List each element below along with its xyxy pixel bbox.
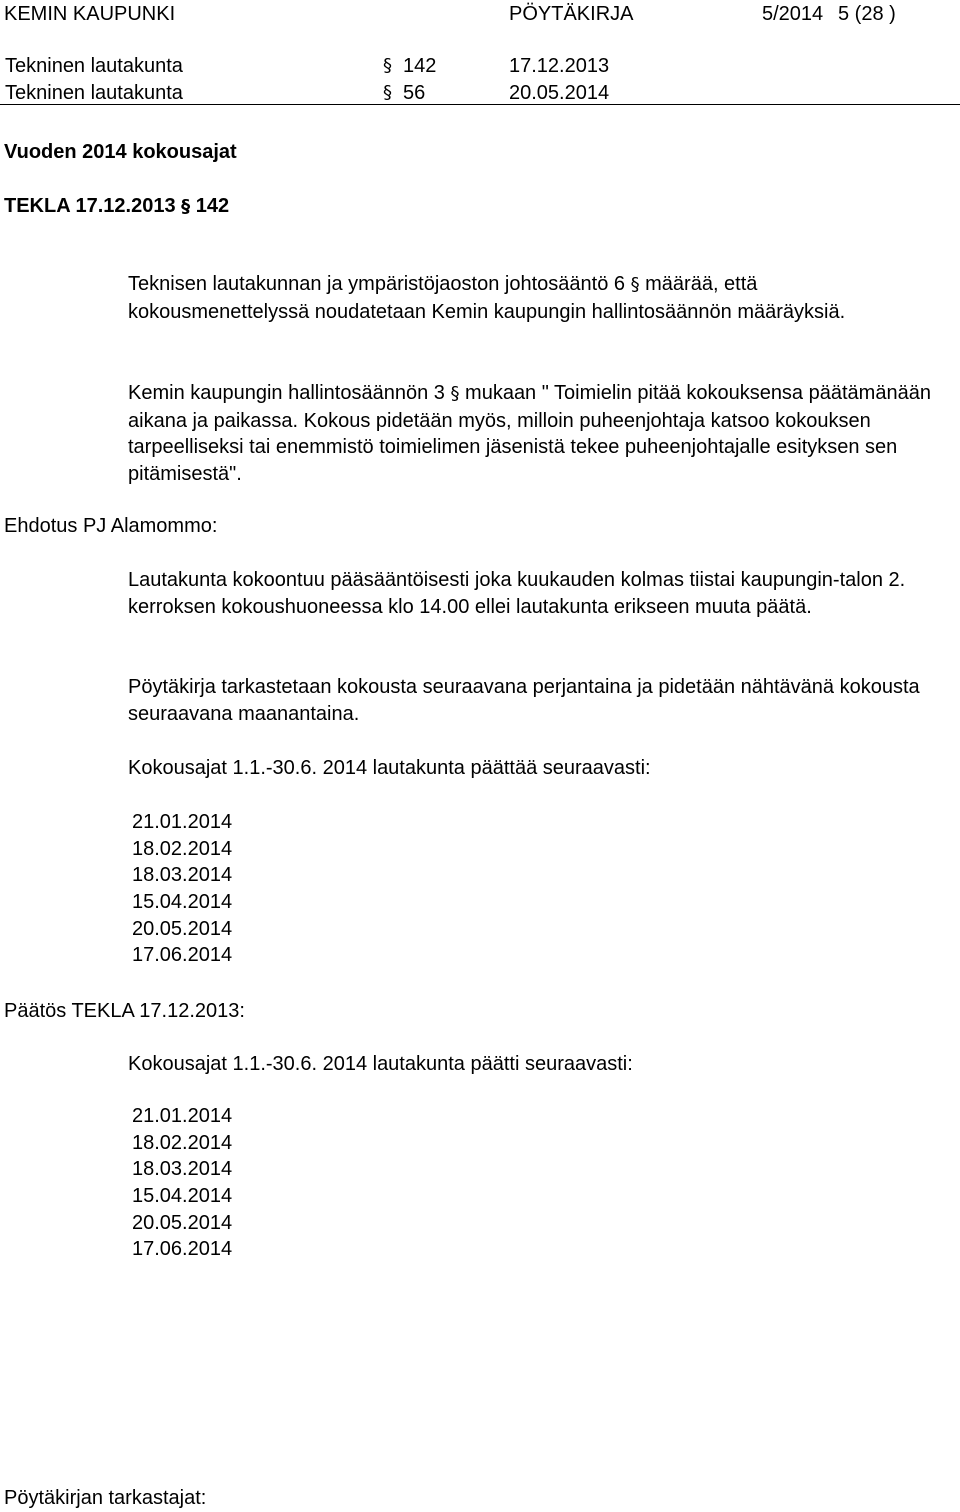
decision-lead: Kokousajat 1.1.-30.6. 2014 lautakunta päätti seuraavasti: xyxy=(128,1053,633,1075)
proposal-label: Ehdotus PJ Alamommo: xyxy=(4,515,218,537)
list-item: 15.04.2014 xyxy=(132,891,233,914)
intro-paragraph-1 xyxy=(128,271,940,325)
meeting-ref-prefix: TEKLA 17.12.2013 xyxy=(4,195,176,217)
ref-number: 56 xyxy=(403,82,426,104)
intro-paragraph-2 xyxy=(128,380,940,487)
list-item: 17.06.2014 xyxy=(132,1238,233,1261)
list-item: 20.05.2014 xyxy=(132,917,233,940)
section-symbol: § xyxy=(383,82,392,103)
document-type: PÖYTÄKIRJA xyxy=(509,3,634,25)
list-item: 21.01.2014 xyxy=(132,811,233,833)
proposal-lead: Kokousajat 1.1.-30.6. 2014 lautakunta päättää seuraavasti: xyxy=(128,757,651,779)
list-item: 18.03.2014 xyxy=(132,864,233,887)
ref-body: Tekninen lautakunta xyxy=(5,82,183,104)
list-item: 18.02.2014 xyxy=(132,837,233,860)
checkers-label: Pöytäkirjan tarkastajat: xyxy=(4,1487,207,1509)
proposal-paragraph-2: Pöytäkirja tarkastetaan kokousta seuraavana perjantaina ja pidetään nähtävänä kokousta seuraavana maanantaina. xyxy=(128,676,920,725)
decision-label: Päätös TEKLA 17.12.2013: xyxy=(4,1000,245,1022)
ref-date: 17.12.2013 xyxy=(509,55,610,77)
intro-p2-text-cont: mukaan " Toimielin pitää kokouksensa päätämänään aikana ja paikassa. Kokous pidetään myös, milloin puheenjohtaja katsoo kokouksen tarpeelliseksi tai enemmistö toimielimen jäsenistä tekee puheenjohtajalle esityksen sen pitämisestä". xyxy=(128,382,931,485)
ref-date: 20.05.2014 xyxy=(509,82,610,104)
section-symbol: § xyxy=(630,274,640,295)
ref-body: Tekninen lautakunta xyxy=(5,55,183,77)
intro-p1-text: Teknisen lautakunnan ja ympäristöjaoston johtosääntö 6 xyxy=(128,273,625,295)
section-symbol: § xyxy=(383,55,392,76)
meeting-ref-number: 142 xyxy=(195,195,230,217)
header-divider xyxy=(0,104,960,105)
intro-p1-text-cont: määrää, että kokousmenettelyssä noudatetaan Kemin kaupungin hallintosäännön määräyksiä. xyxy=(128,273,846,323)
list-item: 15.04.2014 xyxy=(132,1185,233,1208)
list-item: 18.03.2014 xyxy=(132,1158,233,1181)
section-symbol: § xyxy=(181,196,191,217)
list-item: 21.01.2014 xyxy=(132,1105,233,1127)
decision-date-list xyxy=(132,1103,232,1263)
list-item: 18.02.2014 xyxy=(132,1131,233,1154)
section-symbol: § xyxy=(450,383,460,404)
ref-number: 142 xyxy=(403,55,437,77)
proposal-date-list xyxy=(132,809,232,969)
list-item: 20.05.2014 xyxy=(132,1211,233,1234)
document-number: 5/2014 xyxy=(762,3,824,25)
list-item: 17.06.2014 xyxy=(132,944,233,967)
meeting-reference xyxy=(4,194,229,219)
org-name: KEMIN KAUPUNKI xyxy=(4,3,176,25)
intro-p2-text: Kemin kaupungin hallintosäännön 3 xyxy=(128,382,445,404)
page-title: Vuoden 2014 kokousajat xyxy=(4,141,237,163)
proposal-paragraph-1: Lautakunta kokoontuu pääsääntöisesti joka kuukauden kolmas tiistai kaupungin-talon 2. kerroksen kokoushuoneessa klo 14.00 ellei lautakunta erikseen muuta päätä. xyxy=(128,569,906,618)
page-number: 5 (28 ) xyxy=(838,3,896,25)
